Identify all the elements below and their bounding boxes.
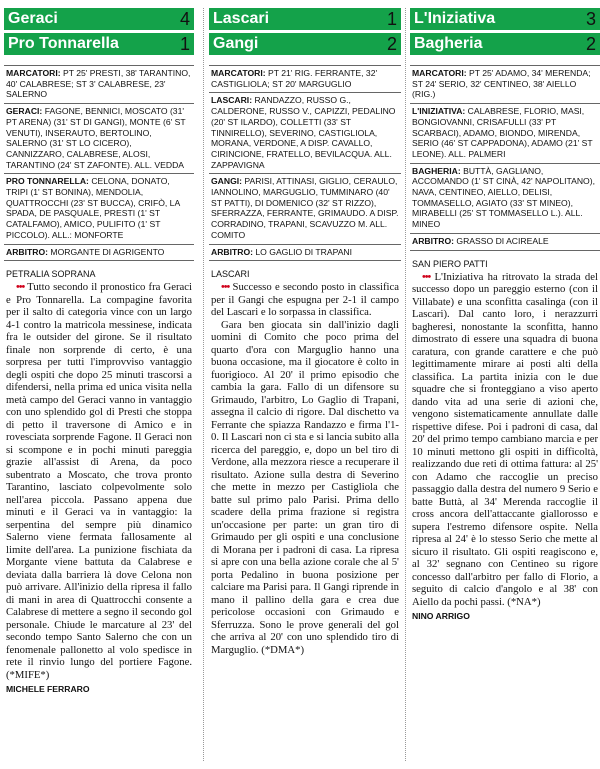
scorers-block [410, 65, 600, 104]
team1-score-bar [4, 8, 194, 30]
home-lineup [209, 93, 401, 174]
away-lineup-text: BUTTÀ, GAGLIANO, ACCOMANDO (1' ST CINÀ, 42' NAPOLITANO), NAVA, CENTINEO, AIELLO, DELISI, TOMMASELLO, AGIATO (33' ST MINEO), MIRABELLI (25' ST TOMMASELLO L.). ALL. MINEO [412, 165, 595, 230]
scorers-text: PT 25' ADAMO, 34' MERENDA; ST 24' SERIO, 32' CENTINEO, 38' AIELLO (RIG.) [412, 68, 591, 100]
away-lineup [209, 174, 401, 244]
scorers-text: PT 21' RIG. FERRANTE, 32' CASTIGLIOLA; ST 20' MARGUGLIO [211, 68, 378, 89]
dateline-place: PETRALIA SOPRANA [6, 269, 96, 280]
referee-label: ARBITRO: [6, 246, 49, 257]
bullet-dots-icon: ••• [422, 270, 431, 283]
referee-block [209, 245, 401, 262]
article-paragraph [6, 281, 192, 681]
away-lineup [4, 174, 194, 244]
team1-score: 4 [179, 8, 190, 29]
referee-block [4, 245, 194, 262]
article-paragraph [211, 281, 399, 319]
referee-block [410, 234, 600, 251]
home-lineup-text: CALABRESE, FLORIO, MASI, BONGIOVANNI, CRISAFULLI (33' PT SCARBACI), ADAMO, BIONDO, MIRENDA, SERIO (46' ST CAPPADONA), ADAMO (21' ST LEONE). ALL. PALMERI [412, 106, 593, 159]
scorers-label: MARCATORI: [211, 68, 266, 78]
away-lineup-label: BAGHERIA: [412, 165, 461, 176]
paragraph-text: Tutto secondo il pronostico fra Geraci e Pro Tonnarella. La compagine favorita per il salto di categoria vince con un largo 4-1 contro la matricola messinese, indicata fra le outsider del girone. Se il risultato finale non sorprende di certo, è una sorpresa per tutti l'improvviso vantaggio degli ospiti che dopo 25 minuti trascorsi a difendersi, nella prima ed unica visita nella metà campo del Geraci vanno in vantaggio con uno splendido gol di Presti che stoppa di petto il traversone di Amico e in rovesciata sorprende Fagone. Il Geraci non si scompone e in pochi minuti pareggia grazie all'assist di Arena, da poco subentrato a Moscato, che trova pronto Tarantino, lasciato colpevolmente solo nell'area piccola. Passano appena due minuti e il Geraci va in vantaggio: la serpentina del sempre più dinamico Salerno viene fermata fallosamente al limite dell'area. La punizione fischiata da Morgante viene battuta da Calabrese e deviata dalla barriera là dove Celona non può arrivare. All'inizio della ripresa il fallo di mani in area di Quattrocchi consente a Calabrese di mettere a segno il secondo gol personale. Chiude le marcature al 23' del secondo tempo Santo Salerno che con un fenomenale pallonetto al volo spedisce in rete il rinvio lungo del portiere Fagone. (*MIFE*) [6, 281, 192, 681]
column-divider [405, 8, 406, 761]
team1-name: L'Iniziativa [414, 10, 496, 27]
team1-score: 1 [386, 8, 397, 29]
away-lineup-label: GANGI: [211, 176, 243, 187]
paragraph-text: Gara ben giocata sin dall'inizio dagli uomini di Comito che poco prima del quarto d'ora con Marguglio hanno una buona occasione, ma il giocatore è colto in fuorigioco. Al 20' il primo episodio che cambia la gara. Fallo di un difensore su Grimaudo, l'arbitro, Lo Gaglio di Trapani, assegna il calcio di rigore. Dal dischetto va Ferrante che spiazza Randazzo e firma l'1-0. Il Lascari non ci sta e si lancia subito alla ricerca del pareggio, e, dopo un bel tiro di Verdone, alla mezzora riesce a recuperare il risultato. Azione sulla destra di Severino che mette in mezzo per Castigliola che batte sul primo palo Parisi. Prima dello scadere della prima frazione si registra un'occasione per parte: un gran tiro di Grimaudo per gli ospiti e una conclusione di Morana per i padroni di casa. La ripresa si apre con una bella azione corale che al 5' porta Pedalino in buona posizione per calciare ma Parisi para. Il Gangi riprende in mano il pallino della gara e crea due pericolose occasioni con Grimaudo e Sferruzza. Sono le prove generali del gol che arriva al 20' con uno splendido tiro di Marguglio. (*DMA*) [211, 318, 399, 656]
scorers-block [4, 65, 194, 104]
team2-name: Gangi [213, 35, 259, 52]
match-column-iniziativa [410, 8, 600, 769]
scorers-label: MARCATORI: [6, 68, 61, 78]
referee-label: ARBITRO: [211, 246, 254, 257]
home-lineup [410, 104, 600, 164]
author-signature: NINO ARRIGO [412, 611, 470, 622]
referee-text: GRASSO DI ACIREALE [456, 235, 549, 246]
home-lineup [4, 104, 194, 174]
home-lineup-text: RANDAZZO, RUSSO G., CALDERONE, RUSSO V., CAPIZZI, PEDALINO (20' ST ILARDO), COLLETTI (33' ST TINNIRELLO), SEVERINO, CASTIGLIOLA, MORANA, VERDONE, A DISP. CAVALLO, CIRINCIONE, FRATELLO, BEVILACQUA. ALL. ZAPPAVIGNA [211, 95, 396, 170]
team1-score-bar [410, 8, 600, 30]
article-body [211, 281, 399, 656]
team1-name: Lascari [213, 10, 270, 27]
team2-score: 2 [386, 33, 397, 54]
bullet-dots-icon: ••• [16, 281, 25, 294]
paragraph-text: Successo e secondo posto in classifica per il Gangi che espugna per 2-1 il campo del Lascari e lo sorpassa in classifica. [211, 281, 399, 319]
team2-score-bar [4, 33, 194, 55]
paragraph-text: L'Iniziativa ha ritrovato la strada del successo dopo un pareggio esterno (con il Villabate) e una sconfitta casalinga (con il Lascari). Dal canto loro, i nerazzurri bagheresi, nonostante la sconfitta, hanno dimostrato di essere una squadra di buona caratura, con grande carattere e che può legittimamente mirare ai posti alti della classifica. La partita inizia con le due squadre che si fronteggiano a viso aperto dando vita ad una serie di azioni che, vengono sistematicamente annullate dalle rispettive difese. Poi i padroni di casa, dal 20' del primo tempo cambiano marcia e per 10 minuti mettono gli ospiti in difficoltà, realizzando due reti di ottima fattura: al 25' con Adamo che raccoglie un preciso passaggio dalla destra del numero 9 Serio e batte Buttà, al 34' Merenda raccoglie il cross ancora dell'attaccante giallorosso e supera l'estremo difensore ospite. Nella ripresa al 24' è lo stesso Serio che mette al sicuro il risultato. Gli ospiti reagiscono e, al 32' segnano con Centineo su rigore concesso dall'arbitro per fallo di Florio, a seguito di calcio d'angolo e al 38' con Aiello da pochi passi. (*NA*) [412, 270, 598, 608]
scorers-text: PT 25' PRESTI, 38' TARANTINO, 40' CALABRESE; ST 3' CALABRESE, 23' SALERNO [6, 68, 191, 100]
referee-label: ARBITRO: [412, 235, 455, 246]
team1-score-bar [209, 8, 401, 30]
away-lineup-label: PRO TONNARELLA: [6, 176, 89, 187]
match-column-geraci [4, 8, 194, 769]
team1-name: Geraci [8, 10, 58, 27]
column-divider [203, 8, 204, 761]
home-lineup-label: GERACI: [6, 106, 43, 117]
team2-score: 2 [585, 33, 596, 54]
referee-text: LO GAGLIO DI TRAPANI [255, 246, 353, 257]
away-lineup-text: CELONA, DONATO, TRIPI (1' ST BONINA), MENDOLIA, QUATTROCCHI (23' ST BUCCA), CRIFÒ, LA SPADA, DE PASQUALE, PRESTI (1' ST CATALFAMO), AMICO, PULIFITO (1' ST PICCOLO). ALL.: MONFORTE [6, 176, 180, 240]
team2-name: Pro Tonnarella [8, 35, 119, 52]
author-signature: MICHELE FERRARO [6, 684, 90, 695]
bullet-dots-icon: ••• [221, 281, 230, 294]
team2-name: Bagheria [414, 35, 483, 52]
team1-score: 3 [585, 8, 596, 29]
dateline-place: LASCARI [211, 269, 250, 280]
home-lineup-text: FAGONE, BENNICI, MOSCATO (31' PT ARENA) (31' ST DI GANGI), MONTE (6' ST VENUTI), INSERAUTO, BERTOLINO, SALERNO (31' ST LO CICERO), CANNIZZARO, CALABRESE, ALOSI, TARANTINO (24' ST ZAFONTE). ALL. VEDDA [6, 106, 186, 170]
article-paragraph [412, 271, 598, 609]
match-column-lascari [209, 8, 401, 769]
scorers-label: MARCATORI: [412, 68, 467, 78]
article-body [412, 271, 598, 609]
article-body [6, 281, 192, 681]
team2-score: 1 [179, 33, 190, 54]
team2-score-bar [410, 33, 600, 55]
referee-text: MORGANTE DI AGRIGENTO [50, 246, 165, 257]
home-lineup-label: L'INIZIATIVA: [412, 106, 466, 117]
away-lineup [410, 164, 600, 234]
home-lineup-label: LASCARI: [211, 95, 253, 106]
team2-score-bar [209, 33, 401, 55]
article-paragraph [211, 319, 399, 657]
away-lineup-text: PARISI, ATTINASI, GIGLIO, CERAULO, IANNOLINO, MARGUGLIO, TUMMINARO (40' ST PATTI), DI DOMENICO (32' ST RIZZO), SFERRAZZA, FERRANTE, GRIMAUDO. A DISP. CORRADINO, TRAPANI, SCAVUZZO M. ALL. COMITO [211, 176, 399, 240]
dateline-place: SAN PIERO PATTI [412, 258, 488, 269]
scorers-block [209, 65, 401, 93]
